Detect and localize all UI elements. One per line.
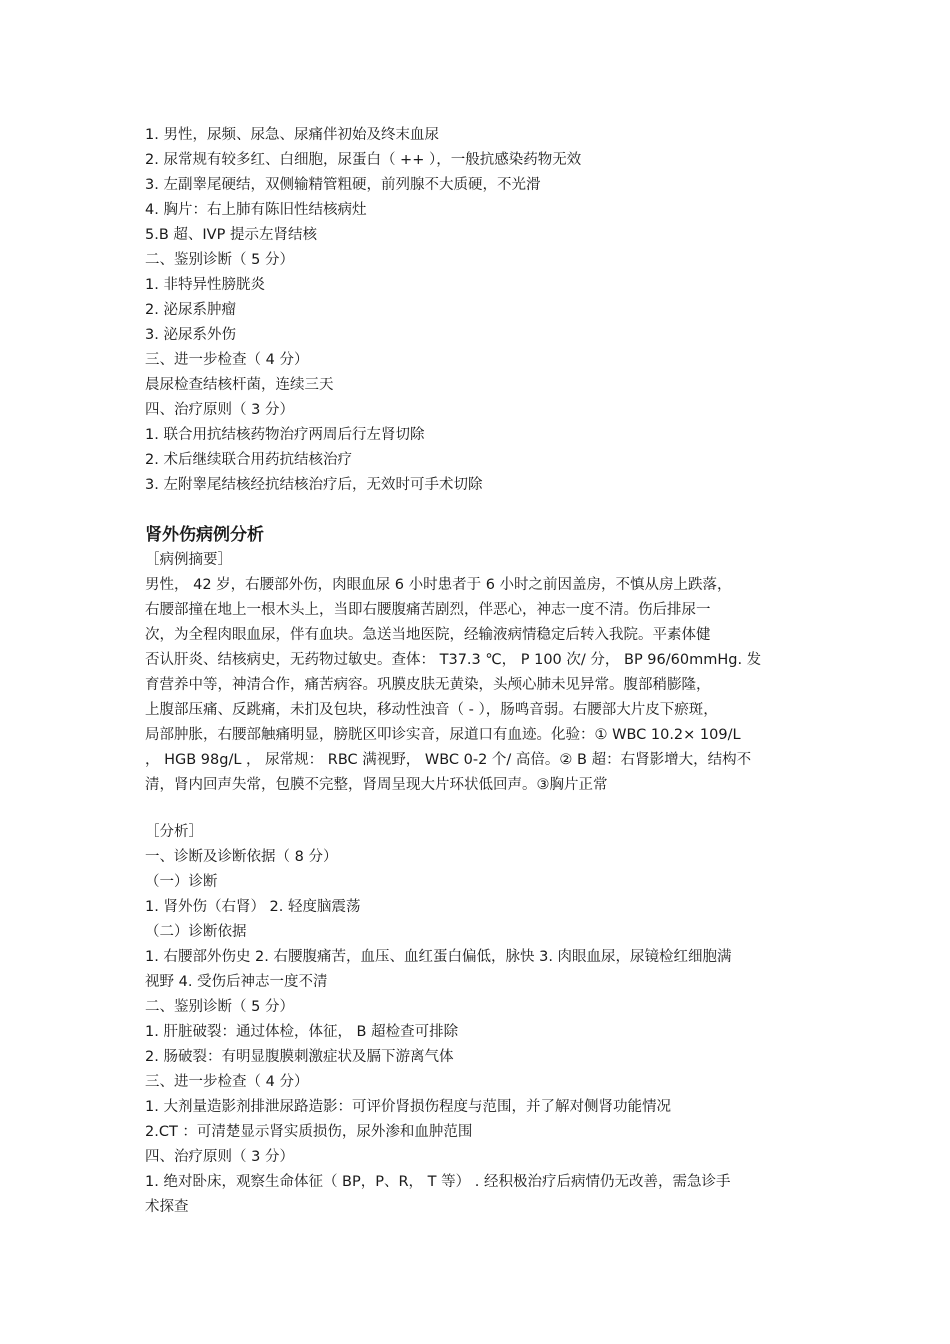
- subsection-heading: （二）诊断依据: [145, 924, 247, 940]
- section-heading: 三、进一步检查（ 4 分）: [145, 1074, 309, 1090]
- text-line: 2. 泌尿系肿瘤: [145, 302, 236, 318]
- text-line: 1. 肾外伤（右肾） 2. 轻度脑震荡: [145, 899, 361, 915]
- case-title: 肾外伤病例分析: [145, 525, 264, 545]
- text-line: 1. 非特异性膀胱炎: [145, 277, 265, 293]
- text-line: 1. 大剂量造影剂排泄尿路造影：可评价肾损伤程度与范围，并了解对侧肾功能情况: [145, 1099, 671, 1115]
- text-line: 5.B 超、IVP 提示左肾结核: [145, 227, 317, 243]
- summary-line: 上腹部压痛、反跳痛，未扪及包块，移动性浊音（ - ），肠鸣音弱。右腰部大片皮下瘀斑，: [145, 702, 718, 718]
- text-line: 晨尿检查结核杆菌，连续三天: [145, 377, 334, 393]
- text-line: 1. 右腰部外伤史 2. 右腰腹痛苦，血压、血红蛋白偏低，脉快 3. 肉眼血尿，尿镜检红细胞满: [145, 949, 732, 965]
- summary-label: ［病例摘要］: [145, 552, 232, 568]
- section-heading: 二、鉴别诊断（ 5 分）: [145, 252, 294, 268]
- subsection-heading: （一）诊断: [145, 874, 218, 890]
- section-heading: 二、鉴别诊断（ 5 分）: [145, 999, 294, 1015]
- section-heading: 三、进一步检查（ 4 分）: [145, 352, 309, 368]
- summary-line: 否认肝炎、结核病史，无药物过敏史。查体： T37.3 ℃， P 100 次/ 分， BP 96/60mmHg. 发: [145, 652, 762, 668]
- text-line: 1. 肝脏破裂：通过体检，体征， B 超检查可排除: [145, 1024, 459, 1040]
- section-heading: 四、治疗原则（ 3 分）: [145, 402, 294, 418]
- summary-line: ， HGB 98g/L ， 尿常规： RBC 满视野， WBC 0-2 个/ 高倍。② B 超：右肾影增大，结构不: [145, 752, 752, 768]
- text-line: 1. 绝对卧床，观察生命体征（ BP，P、R， T 等） . 经积极治疗后病情仍无改善，需急诊手: [145, 1174, 731, 1190]
- text-line: 2. 尿常规有较多红、白细胞，尿蛋白（ ++ ），一般抗感染药物无效: [145, 152, 582, 168]
- text-line: 4. 胸片：右上肺有陈旧性结核病灶: [145, 202, 367, 218]
- section-heading: 一、诊断及诊断依据（ 8 分）: [145, 849, 338, 865]
- text-line: 2. 术后继续联合用药抗结核治疗: [145, 452, 352, 468]
- text-line: 术探查: [145, 1199, 189, 1215]
- summary-line: 育营养中等，神清合作，痛苦病容。巩膜皮肤无黄染，头颅心肺未见异常。腹部稍膨隆，: [145, 677, 711, 693]
- text-line: 3. 泌尿系外伤: [145, 327, 236, 343]
- text-line: 2.CT ：可清楚显示肾实质损伤，尿外渗和血肿范围: [145, 1124, 473, 1140]
- text-line: 1. 男性，尿频、尿急、尿痛伴初始及终末血尿: [145, 127, 439, 143]
- summary-line: 右腰部撞在地上一根木头上，当即右腰腹痛苦剧烈，伴恶心，神志一度不清。伤后排尿一: [145, 602, 711, 618]
- summary-line: 局部肿胀，右腰部触痛明显，膀胱区叩诊实音，尿道口有血迹。化验：① WBC 10.2× 109/L: [145, 727, 741, 743]
- text-line: 视野 4. 受伤后神志一度不清: [145, 974, 328, 990]
- text-line: 3. 左附睾尾结核经抗结核治疗后，无效时可手术切除: [145, 477, 483, 493]
- summary-line: 男性， 42 岁，右腰部外伤，肉眼血尿 6 小时患者于 6 小时之前因盖房，不慎从房上跌落，: [145, 577, 732, 593]
- text-line: 1. 联合用抗结核药物治疗两周后行左肾切除: [145, 427, 425, 443]
- analysis-label: ［分析］: [145, 824, 203, 840]
- section-heading: 四、治疗原则（ 3 分）: [145, 1149, 294, 1165]
- text-line: 3. 左副睾尾硬结，双侧输精管粗硬，前列腺不大质硬，不光滑: [145, 177, 541, 193]
- text-line: 2. 肠破裂：有明显腹膜刺激症状及膈下游离气体: [145, 1049, 454, 1065]
- summary-line: 次，为全程肉眼血尿，伴有血块。急送当地医院，经输液病情稳定后转入我院。平素体健: [145, 627, 711, 643]
- summary-line: 清，肾内回声失常，包膜不完整，肾周呈现大片环状低回声。③胸片正常: [145, 777, 608, 793]
